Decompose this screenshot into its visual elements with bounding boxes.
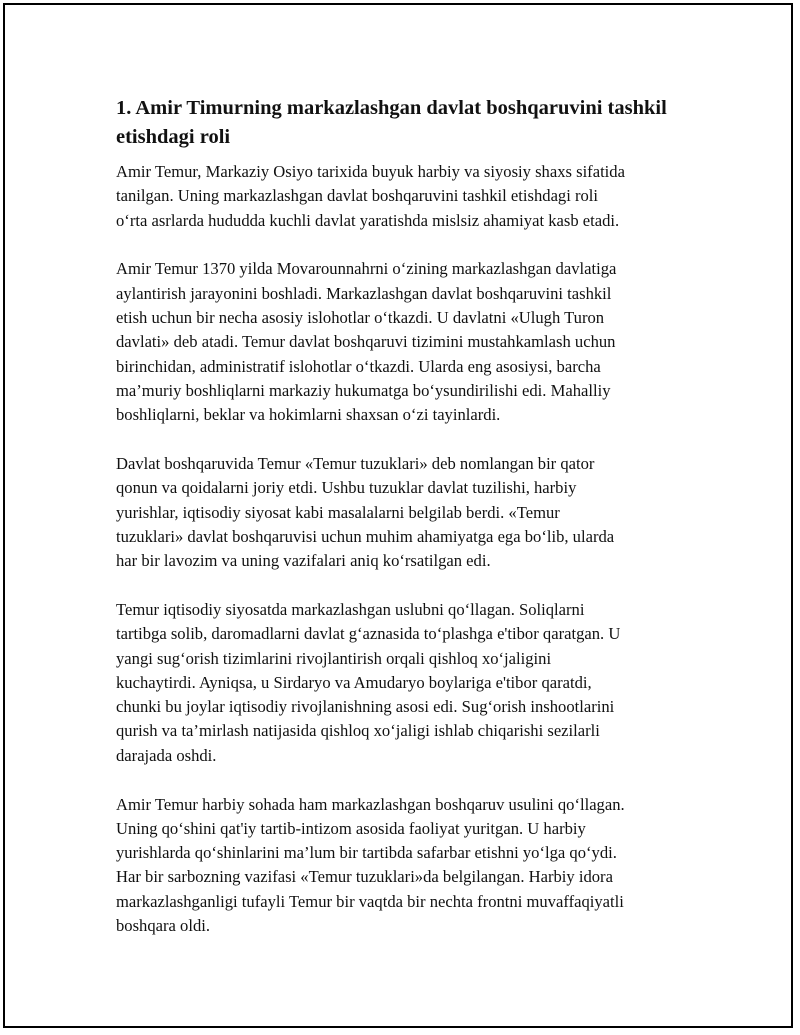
paragraph-reforms: Amir Temur 1370 yilda Movarounnahrni o‘zining markazlashgan davlatiga aylantirish jarayonini boshladi. Markazlashgan davlat boshqaruvini tashkil etish uchun bir necha asosiy islohotlar o‘tkazdi. U davlatni «Ulugh Turon davlati» deb atadi. Temur davlat boshqaruvi tizimini mustahkamlash uchun birinchidan, administratif islohotlar o‘tkazdi. Ularda eng asosiysi, barcha ma’muriy boshliqlarni markaziy hukumatga bo‘ysundirilishi edi. Mahalliy boshliqlarni, beklar va hokimlarni shaxsan o‘zi tayinlardi. xyxy=(116,259,617,425)
paragraph-military: Amir Temur harbiy sohada ham markazlashgan boshqaruv usulini qo‘llagan. Uning qo‘shini qat'iy tartib-intizom asosida faoliyat yuritgan. U harbiy yurishlarda qo‘shinlarini ma’lum bir tartibda safarbar etishni yo‘lga qo‘ydi. Har bir sarbozning vazifasi «Temur tuzuklari»da belgilangan. Harbiy idora markazlashganligi tufayli Temur bir vaqtda bir nechta frontni muvaffaqiyatli boshqara oldi. xyxy=(116,794,625,936)
document-body xyxy=(116,94,696,963)
paragraph-tuzuklar: Davlat boshqaruvida Temur «Temur tuzuklari» deb nomlangan bir qator qonun va qoidalarni joriy etdi. Ushbu tuzuklar davlat tuzilishi, harbiy yurishlar, iqtisodiy siyosat kabi masalalarni belgilab berdi. «Temur tuzuklari» davlat boshqaruvisi uchun muhim ahamiyatga ega bo‘lib, ularda har bir lavozim va uning vazifalari aniq ko‘rsatilgan edi. xyxy=(116,453,615,571)
paragraph-intro: Amir Temur, Markaziy Osiyo tarixida buyuk harbiy va siyosiy shaxs sifatida tanilgan. Uning markazlashgan davlat boshqaruvini tashkil etishdagi roli o‘rta asrlarda hududda kuchli davlat yaratishda mislsiz ahamiyat kasb etadi. xyxy=(116,162,625,230)
paragraph-economy: Temur iqtisodiy siyosatda markazlashgan uslubni qo‘llagan. Soliqlarni tartibga solib, daromadlarni davlat g‘aznasida to‘plashga e'tibor qaratgan. U yangi sug‘orish tizimlarini rivojlantirish orqali qishloq xo‘jaligini kuchaytirdi. Ayniqsa, u Sirdaryo va Amudaryo boylariga e'tibor qaratdi, chunki bu joylar iqtisodiy rivojlanishning asosi edi. Sug‘orish inshootlarini qurish va ta’mirlash natijasida qishloq xo‘jaligi ishlab chiqarishi sezilarli darajada oshdi. xyxy=(116,599,621,765)
section-heading: 1. Amir Timurning markazlashgan davlat boshqaruvini tashkil etishdagi roli xyxy=(116,97,667,148)
